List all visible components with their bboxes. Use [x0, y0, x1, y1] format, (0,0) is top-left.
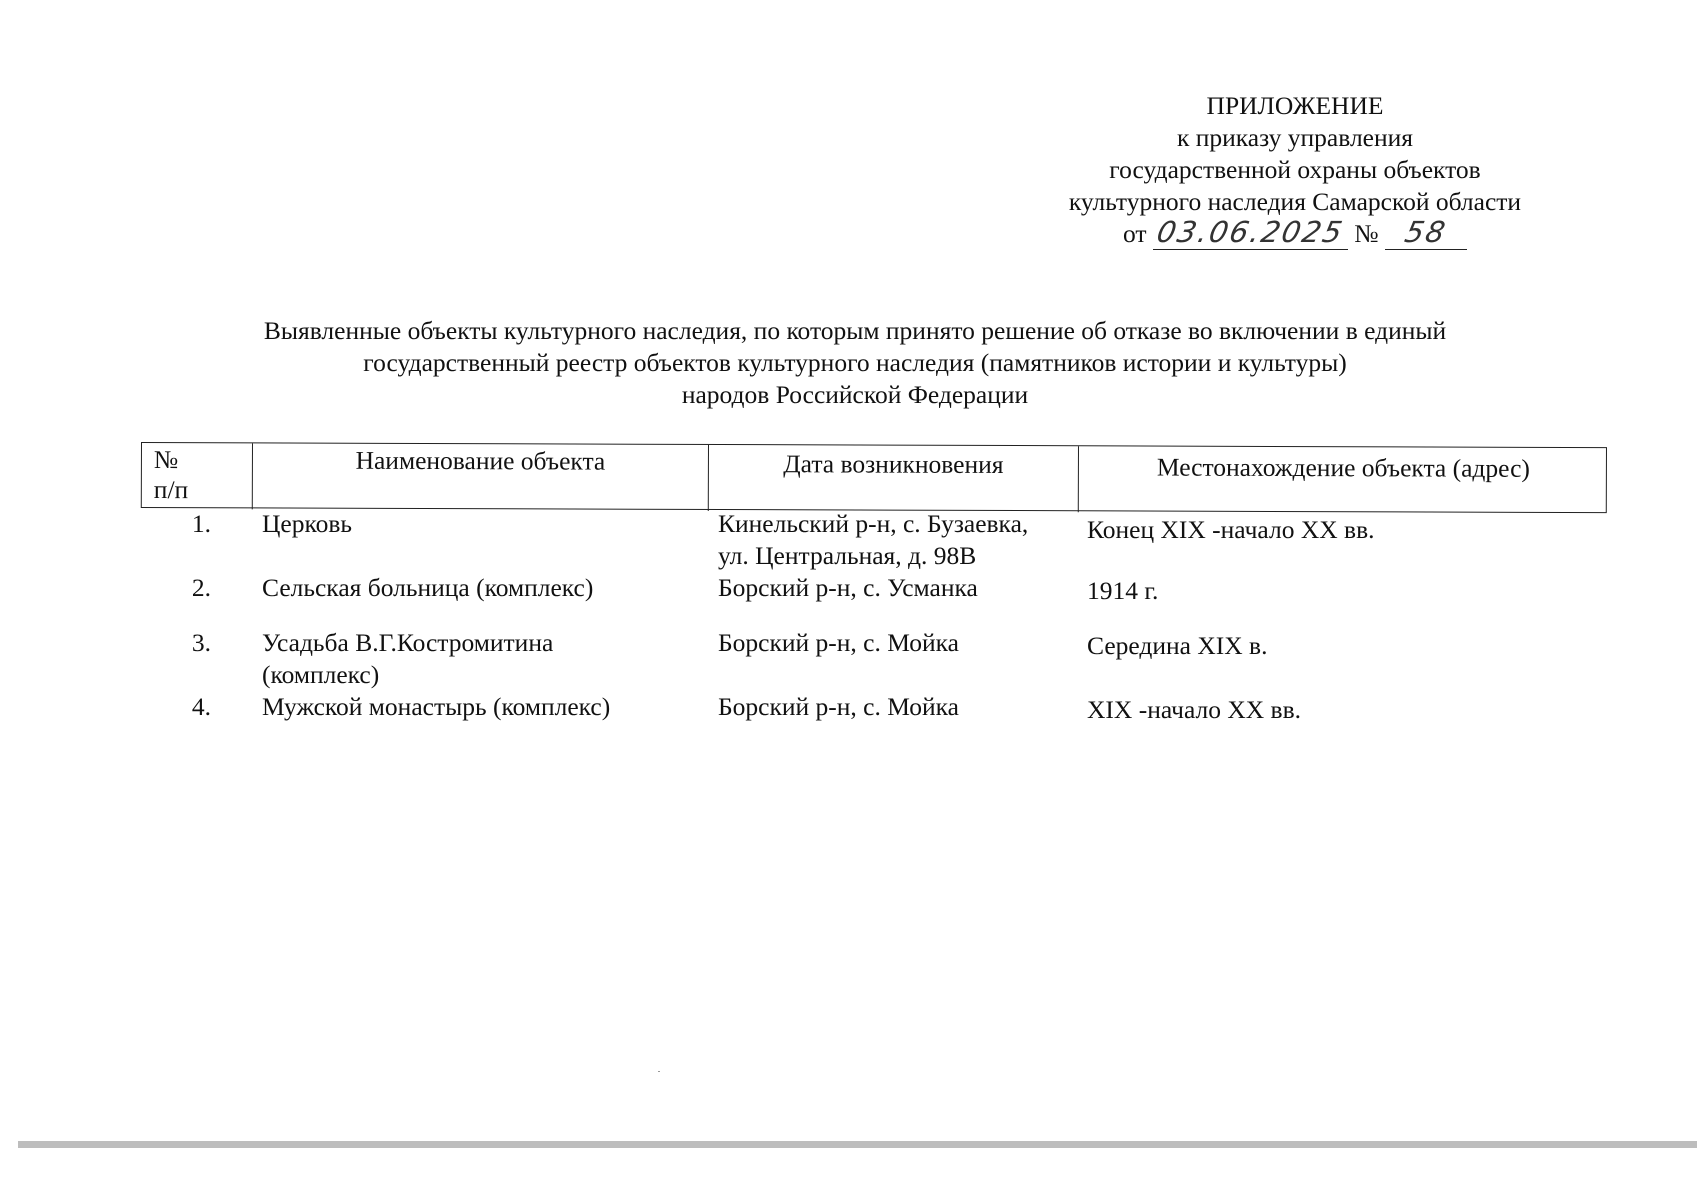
object-address-line-1: Кинельский р-н, с. Бузаевка, — [718, 509, 1029, 538]
appendix-line-1: к приказу управления — [1176, 123, 1414, 152]
row-number: 1. — [191, 509, 211, 538]
header-number-line-2: п/п — [153, 475, 189, 505]
order-date-field — [1153, 215, 1348, 250]
object-address-line-1: Борский р-н, с. Мойка — [718, 692, 959, 721]
object-name — [262, 508, 702, 540]
row-number: 3. — [191, 628, 211, 657]
appendix-header — [990, 90, 1600, 250]
header-number-line-1: № — [153, 445, 179, 475]
scan-speck — [658, 1071, 660, 1072]
appendix-line-3: культурного наследия Самарской области — [1068, 187, 1522, 216]
row-number: 4. — [191, 692, 211, 721]
header-object-name: Наименование объекта — [253, 443, 709, 511]
title-line-1: Выявленные объекты культурного наследия, по которым принято решение об отказе во включении в единый — [263, 316, 1447, 345]
table-header — [141, 442, 1607, 508]
object-address — [718, 627, 1078, 659]
header-location: Местонахождение объекта (адрес) — [1156, 452, 1530, 483]
header-number — [142, 443, 253, 509]
object-name-line-1: Сельская больница (комплекс) — [262, 573, 594, 602]
order-number-handwritten: 58 — [1401, 215, 1451, 249]
object-date: Середина XIX в. — [1087, 631, 1268, 660]
title-line-3: народов Российской Федерации — [681, 380, 1029, 409]
order-date-number-line — [1122, 215, 1467, 250]
table-row — [141, 627, 1607, 691]
object-date: Конец XIX -начало XX вв. — [1087, 515, 1375, 544]
object-name-line-1: Мужской монастырь (комплекс) — [262, 692, 611, 721]
appendix-title: ПРИЛОЖЕНИЕ — [1206, 91, 1384, 120]
table-row — [141, 508, 1607, 572]
number-prefix: № — [1354, 219, 1379, 248]
object-name-line-1: Усадьба В.Г.Костромитина — [262, 628, 554, 657]
date-prefix: от — [1122, 219, 1147, 248]
object-date: 1914 г. — [1087, 576, 1159, 605]
order-date-handwritten: 03.06.2025 — [1153, 215, 1348, 249]
table-row — [141, 691, 1607, 731]
table-header-border — [141, 442, 1607, 513]
scan-edge-bar — [18, 1141, 1697, 1148]
object-name-line-2: (комплекс) — [262, 660, 380, 689]
order-number-field — [1385, 215, 1467, 250]
title-line-2: государственный реестр объектов культурного наследия (памятников истории и культуры) — [363, 348, 1347, 377]
table-body — [141, 508, 1607, 731]
object-address — [718, 508, 1078, 572]
document-title — [120, 315, 1590, 411]
object-date: XIX -начало XX вв. — [1087, 695, 1302, 724]
table-row — [141, 572, 1607, 627]
object-address-line-1: Борский р-н, с. Мойка — [718, 628, 959, 657]
object-name — [262, 627, 702, 691]
object-address-line-1: Борский р-н, с. Усманка — [718, 573, 978, 602]
object-address-line-2: ул. Центральная, д. 98В — [718, 541, 977, 570]
object-name — [262, 572, 702, 604]
header-origin-date: Дата возникновения — [709, 445, 1079, 512]
object-name-line-1: Церковь — [262, 509, 352, 538]
appendix-line-2: государственной охраны объектов — [1109, 155, 1481, 184]
row-number: 2. — [191, 573, 211, 602]
object-address — [718, 691, 1078, 723]
object-address — [718, 572, 1078, 604]
object-name — [262, 691, 702, 723]
